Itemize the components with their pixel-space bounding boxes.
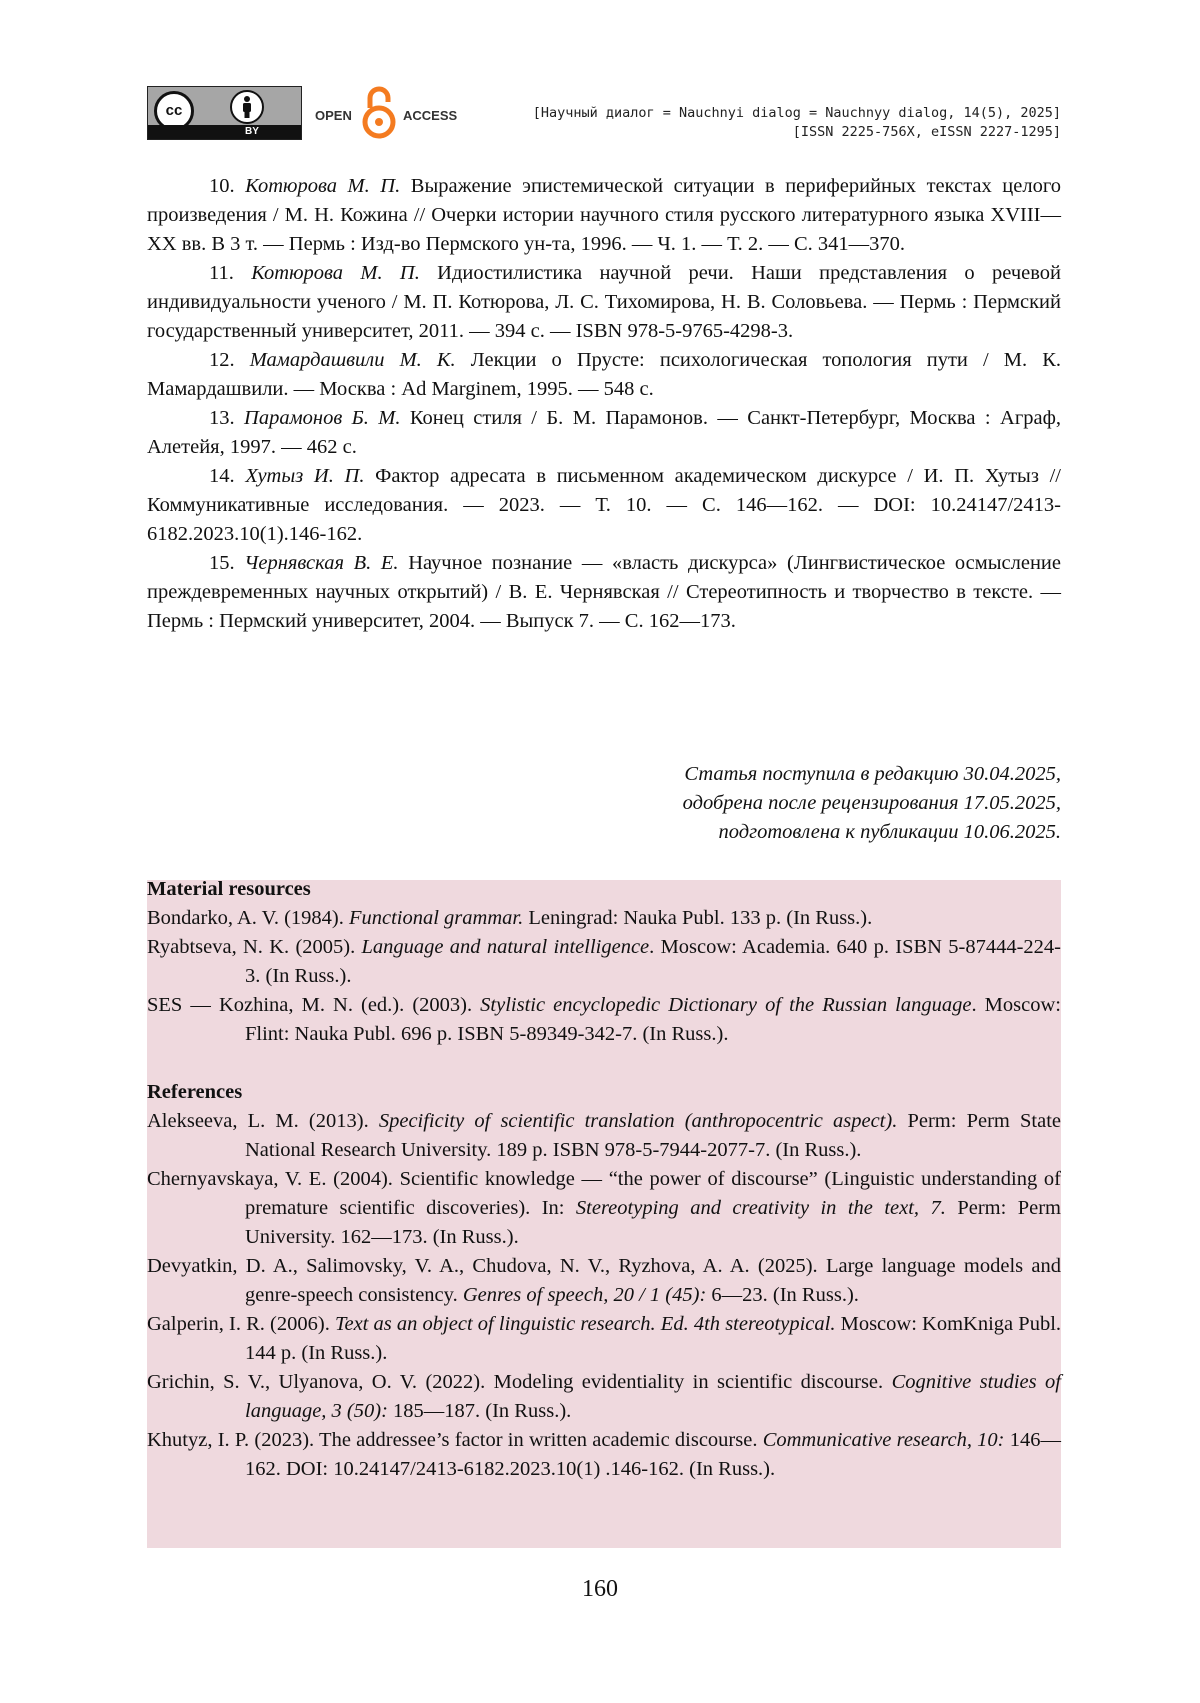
- reference-author: Хутыз И. П.: [245, 465, 364, 487]
- reference-author: Парамонов Б. М.: [244, 407, 400, 429]
- badge-bar: [148, 125, 301, 139]
- reference-entry: 11. Котюрова М. П. Идиостилистика научной речи. Наши представления о речевой индивидуальности ученого / М. П. Котюрова, Л. С. Тихомирова, Н. В. Соловьева. — Пермь : Пермский государственный университет, 2011. — 394 с. — ISBN 978-5-9765-4298-3.: [147, 259, 1061, 346]
- reference-author: Мамардашвили М. К.: [250, 349, 456, 371]
- cc-by-license-badge[interactable]: [147, 86, 302, 140]
- reference-en-entry: Chernyavskaya, V. E. (2004). Scientific knowledge — “the power of discourse” (Linguistic understanding of premature scientific discoveries). In: Stereotyping and creativity in the text, 7. Perm: Perm University. 162—173. (In Russ.).: [147, 1165, 1061, 1252]
- reference-en-entry: Grichin, S. V., Ulyanova, O. V. (2022). Modeling evidentiality in scientific discourse. Cognitive studies of language, 3 (50): 185—187. (In Russ.).: [147, 1368, 1061, 1426]
- journal-citation: [533, 104, 1061, 142]
- open-access-logo[interactable]: [315, 84, 460, 144]
- reference-author: Котюрова М. П.: [251, 262, 420, 284]
- reference-entry: 15. Чернявская В. Е. Научное познание — «власть дискурса» (Лингвистическое осмысление преждевременных научных открытий) / В. Е. Чернявская // Стереотипность и творчество в тексте. — Пермь : Пермский университет, 2004. — Выпуск 7. — С. 162—173.: [147, 549, 1061, 636]
- reference-en-entry: Khutyz, I. P. (2023). The addressee’s factor in written academic discourse. Communicative research, 10: 146—162. DOI: 10.24147/2413-6182.2023.10(1) .146-162. (In Russ.).: [147, 1426, 1061, 1484]
- open-label: OPEN: [315, 108, 352, 123]
- page-header: [147, 84, 1061, 144]
- prepared-date: подготовлена к публикации 10.06.2025.: [683, 818, 1061, 847]
- reference-en-entry: Galperin, I. R. (2006). Text as an object of linguistic research. Ed. 4th stereotypical. Moscow: KomKniga Publ. 144 p. (In Russ.).: [147, 1310, 1061, 1368]
- reference-entry: 14. Хутыз И. П. Фактор адресата в письменном академическом дискурсе / И. П. Хутыз // Коммуникативные исследования. — 2023. — Т. 10. — С. 146—162. — DOI: 10.24147/2413-6182.2023.10(1).146-162.: [147, 462, 1061, 549]
- reference-entry: 10. Котюрова М. П. Выражение эпистемической ситуации в периферийных текстах целого произведения / М. Н. Кожина // Очерки истории научного стиля русского литературного языка XVIII—XX вв. В 3 т. — Пермь : Изд-во Пермского ун-та, 1996. — Ч. 1. — Т. 2. — С. 341—370.: [147, 172, 1061, 259]
- open-access-lock-icon: [360, 84, 400, 142]
- material-resources-heading: Material resources: [147, 875, 1061, 904]
- reference-entry: 13. Парамонов Б. М. Конец стиля / Б. М. Парамонов. — Санкт-Петербург, Москва : Аграф, Алетейя, 1997. — 462 с.: [147, 404, 1061, 462]
- cc-icon: cc: [154, 91, 194, 131]
- russian-references-list: [147, 172, 1061, 636]
- page-number: 160: [0, 1576, 1200, 1603]
- attribution-person-icon: [230, 90, 264, 124]
- section-gap: [147, 1049, 1061, 1078]
- material-entry: SES — Kozhina, M. N. (ed.). (2003). Stylistic encyclopedic Dictionary of the Russian language. Moscow: Flint: Nauka Publ. 696 p. ISBN 5-89349-342-7. (In Russ.).: [147, 991, 1061, 1049]
- reference-entry: 12. Мамардашвили М. К. Лекции о Прусте: психологическая топология пути / М. К. Мамардашвили. — Москва : Ad Marginem, 1995. — 548 с.: [147, 346, 1061, 404]
- approved-date: одобрена после рецензирования 17.05.2025,: [683, 789, 1061, 818]
- by-label: BY: [236, 125, 268, 139]
- reference-author: Котюрова М. П.: [245, 175, 400, 197]
- received-date: Статья поступила в редакцию 30.04.2025,: [683, 760, 1061, 789]
- reference-author: Чернявская В. Е.: [244, 552, 398, 574]
- journal-title-line: [Научный диалог = Nauchnyi dialog = Nauchnyy dialog, 14(5), 2025]: [533, 104, 1061, 123]
- material-entry: Ryabtseva, N. K. (2005). Language and natural intelligence. Moscow: Academia. 640 p. ISBN 5-87444-224-3. (In Russ.).: [147, 933, 1061, 991]
- english-references-section: [147, 875, 1061, 1484]
- access-label: ACCESS: [403, 108, 457, 123]
- journal-issn-line: [ISSN 2225-756X, eISSN 2227-1295]: [533, 123, 1061, 142]
- references-heading: References: [147, 1078, 1061, 1107]
- material-entry: Bondarko, A. V. (1984). Functional grammar. Leningrad: Nauka Publ. 133 p. (In Russ.).: [147, 904, 1061, 933]
- reference-en-entry: Alekseeva, L. M. (2013). Specificity of scientific translation (anthropocentric aspect). Perm: Perm State National Research University. 189 p. ISBN 978-5-7944-2077-7. (In Russ.).: [147, 1107, 1061, 1165]
- article-dates: [683, 760, 1061, 847]
- reference-en-entry: Devyatkin, D. A., Salimovsky, V. A., Chudova, N. V., Ryzhova, A. A. (2025). Large language models and genre-speech consistency. Genres of speech, 20 / 1 (45): 6—23. (In Russ.).: [147, 1252, 1061, 1310]
